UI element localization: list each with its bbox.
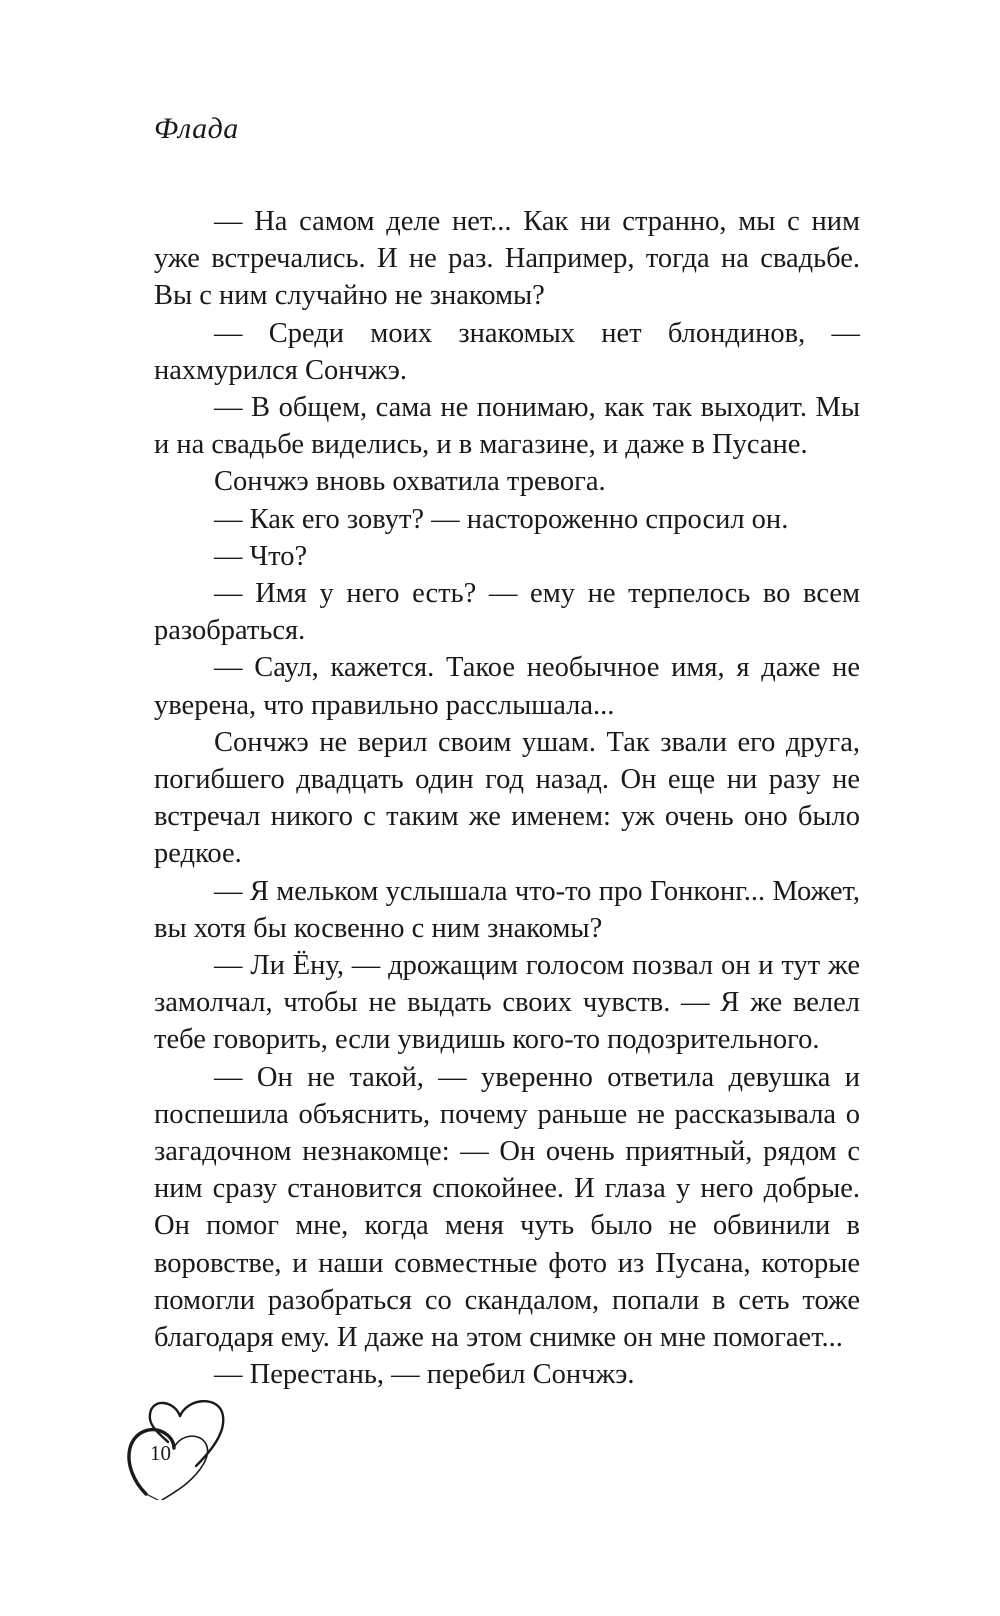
paragraph: Сончжэ вновь охватила тревога.: [214, 466, 606, 498]
folio: [124, 1392, 240, 1500]
paragraph: — Что?: [214, 540, 308, 572]
paragraph: — На самом деле нет... Как ни странно, мы с ним уже встречались. И не раз. Например, тогда на свадьбе. Вы с ним случайно не знакомы?: [154, 206, 860, 312]
paragraph: — В общем, сама не понимаю, как так выходит. Мы и на свадьбе виделись, и в магазине, и даже в Пусане.: [154, 392, 860, 461]
page-number: 10: [150, 1441, 171, 1465]
paragraph: — Среди моих знакомых нет блондинов, — нахмурился Сончжэ.: [154, 317, 860, 386]
double-heart-icon: [124, 1392, 240, 1500]
paragraph: — Он не такой, — уверенно ответила девушка и поспешила объяснить, почему раньше не рассказывала о загадочном незнакомце: — Он очень приятный, рядом с ним сразу становится спокойнее. И глаза у него добрые. Он помог мне, когда меня чуть было не обвинили в воровстве, и наши совместные фото из Пусана, которые помогли разобраться со скандалом, попали в сеть тоже благодаря ему. И даже на этом снимке он мне помогает...: [154, 1061, 860, 1354]
running-head: Флада: [154, 112, 239, 145]
paragraph: — Я мельком услышала что-то про Гонконг... Может, вы хотя бы косвенно с ним знакомы?: [154, 875, 860, 944]
paragraph: — Саул, кажется. Такое необычное имя, я даже не уверена, что правильно расслышала...: [154, 652, 860, 721]
body-text: [154, 203, 860, 1394]
paragraph: — Ли Ёну, — дрожащим голосом позвал он и тут же замолчал, чтобы не выдать своих чувств. — Я же велел тебе говорить, если увидишь кого-то подозрительного.: [154, 950, 860, 1056]
paragraph: Сончжэ не верил своим ушам. Так звали его друга, погибшего двадцать один год назад. Он еще ни разу не встречал никого с таким же именем: уж очень оно было редкое.: [154, 726, 860, 870]
paragraph: — Перестань, — перебил Сончжэ.: [214, 1359, 635, 1391]
paragraph: — Имя у него есть? — ему не терпелось во всем разобраться.: [154, 578, 860, 647]
paragraph: — Как его зовут? — настороженно спросил он.: [214, 503, 789, 535]
